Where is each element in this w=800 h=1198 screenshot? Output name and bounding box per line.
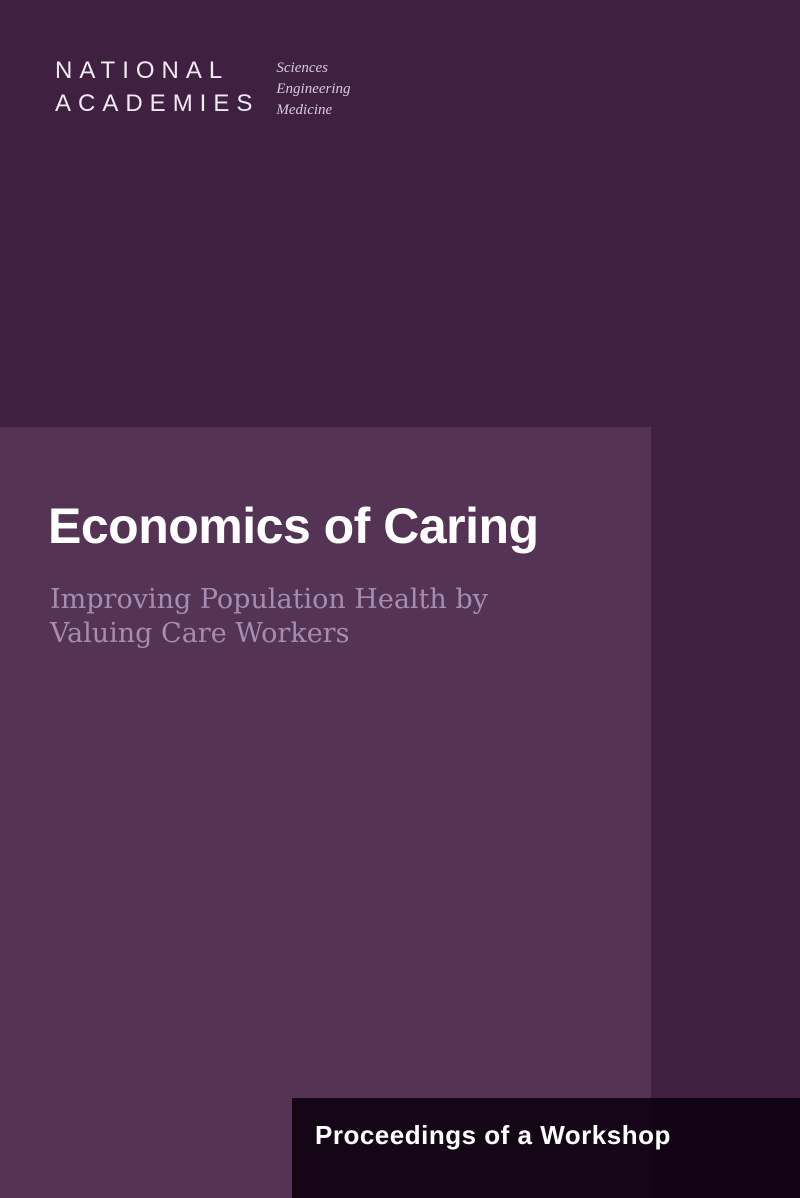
program-medicine: Medicine	[276, 102, 333, 118]
publisher-programs	[276, 54, 350, 121]
book-subtitle	[50, 583, 530, 651]
wordmark-line-2: ACADEMIES	[55, 90, 260, 117]
series-banner	[292, 1098, 800, 1198]
program-engineering: Engineering	[276, 81, 351, 97]
publisher-logo	[55, 54, 351, 121]
wordmark-line-1: NATIONAL	[55, 57, 230, 84]
program-sciences: Sciences	[276, 60, 329, 76]
subtitle-line-1: Improving Population Health by	[50, 584, 488, 615]
subtitle-line-2: Valuing Care Workers	[50, 618, 350, 649]
series-banner-label: Proceedings of a Workshop	[315, 1120, 671, 1150]
publisher-wordmark	[55, 54, 259, 120]
book-title: Economics of Caring	[48, 498, 539, 554]
